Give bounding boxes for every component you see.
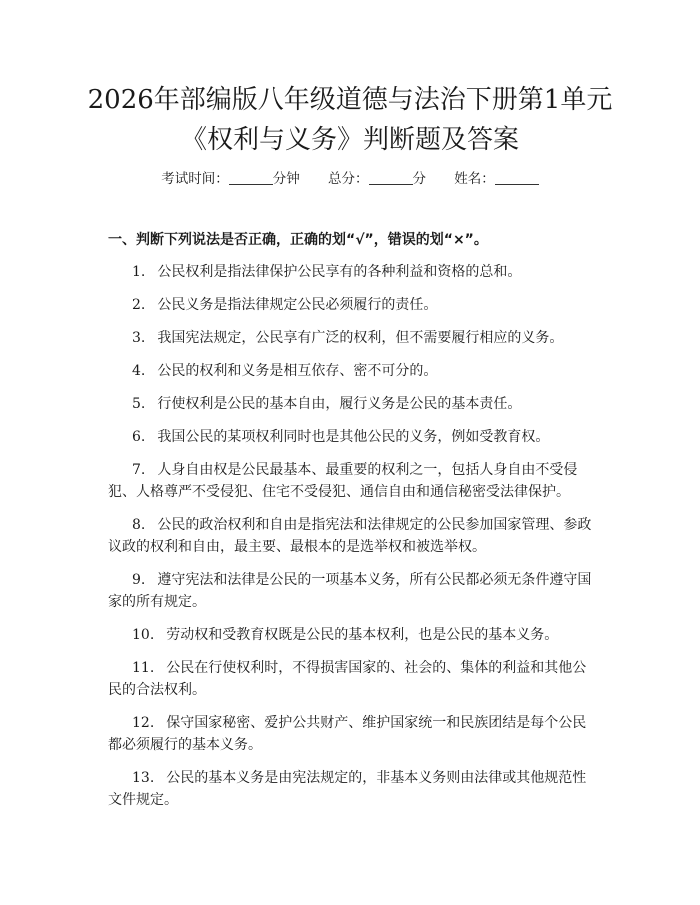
question-number: 5. xyxy=(132,396,146,412)
question-item xyxy=(108,657,598,701)
student-name-blank xyxy=(495,171,539,185)
question-number: 12. xyxy=(132,715,155,731)
question-item xyxy=(108,624,598,646)
question-item xyxy=(108,426,598,448)
question-text: 劳动权和受教育权既是公民的基本权利，也是公民的基本义务。 xyxy=(166,627,559,643)
question-text: 人身自由权是公民最基本、最重要的权利之一，包括人身自由不受侵犯、人格尊严不受侵犯、住宅不受侵犯、通信自由和通信秘密受法律保护。 xyxy=(108,462,578,500)
exam-time xyxy=(161,171,304,187)
question-number: 7. xyxy=(132,462,146,478)
total-score-label: 总分： xyxy=(328,171,369,187)
question-item xyxy=(108,393,598,415)
question-text: 公民在行使权利时，不得损害国家的、社会的、集体的利益和其他公民的合法权利。 xyxy=(108,660,587,698)
section-heading: 一、判断下列说法是否正确，正确的划“√”，错误的划“×”。 xyxy=(108,232,488,248)
question-item xyxy=(108,712,598,756)
question-item xyxy=(108,459,598,503)
question-text: 公民的基本义务是由宪法规定的，非基本义务则由法律或其他规范性文件规定。 xyxy=(108,770,587,808)
question-number: 9. xyxy=(132,572,146,588)
question-number: 8. xyxy=(132,517,146,533)
question-number: 11. xyxy=(132,660,155,676)
question-text: 公民的权利和义务是相互依存、密不可分的。 xyxy=(157,363,438,379)
student-name xyxy=(454,171,539,187)
exam-time-label: 考试时间： xyxy=(161,171,229,187)
question-item xyxy=(108,514,598,558)
question-text: 公民权利是指法律保护公民享有的各种利益和资格的总和。 xyxy=(157,264,522,280)
question-item xyxy=(108,767,598,811)
total-score xyxy=(328,171,430,187)
question-text: 我国公民的某项权利同时也是其他公民的义务，例如受教育权。 xyxy=(157,429,550,445)
question-text: 公民的政治权利和自由是指宪法和法律规定的公民参加国家管理、参政议政的权利和自由，最主要、最根本的是选举权和被选举权。 xyxy=(108,517,592,555)
question-text: 公民义务是指法律规定公民必须履行的责任。 xyxy=(157,297,438,313)
exam-time-unit: 分钟 xyxy=(272,171,300,187)
total-score-blank xyxy=(369,171,413,185)
question-number: 3. xyxy=(132,330,146,346)
student-name-label: 姓名： xyxy=(454,171,495,187)
question-item xyxy=(108,294,598,316)
total-score-unit: 分 xyxy=(412,171,426,187)
question-number: 1. xyxy=(132,264,146,280)
question-item xyxy=(108,261,598,283)
question-number: 6. xyxy=(132,429,146,445)
question-number: 10. xyxy=(132,627,155,643)
exam-info xyxy=(0,167,700,187)
question-text: 我国宪法规定，公民享有广泛的权利，但不需要履行相应的义务。 xyxy=(157,330,564,346)
page-title: 2026年部编版八年级道德与法治下册第1单元《权利与义务》判断题及答案 xyxy=(87,85,613,155)
question-item xyxy=(108,569,598,613)
question-text: 保守国家秘密、爱护公共财产、维护国家统一和民族团结是每个公民都必须履行的基本义务。 xyxy=(108,715,587,753)
question-list xyxy=(108,261,598,811)
question-item xyxy=(108,360,598,382)
question-number: 4. xyxy=(132,363,146,379)
question-text: 行使权利是公民的基本自由，履行义务是公民的基本责任。 xyxy=(157,396,522,412)
question-text: 遵守宪法和法律是公民的一项基本义务，所有公民都必须无条件遵守国家的所有规定。 xyxy=(108,572,592,610)
exam-time-blank xyxy=(229,171,273,185)
question-number: 13. xyxy=(132,770,155,786)
question-number: 2. xyxy=(132,297,146,313)
question-item xyxy=(108,327,598,349)
